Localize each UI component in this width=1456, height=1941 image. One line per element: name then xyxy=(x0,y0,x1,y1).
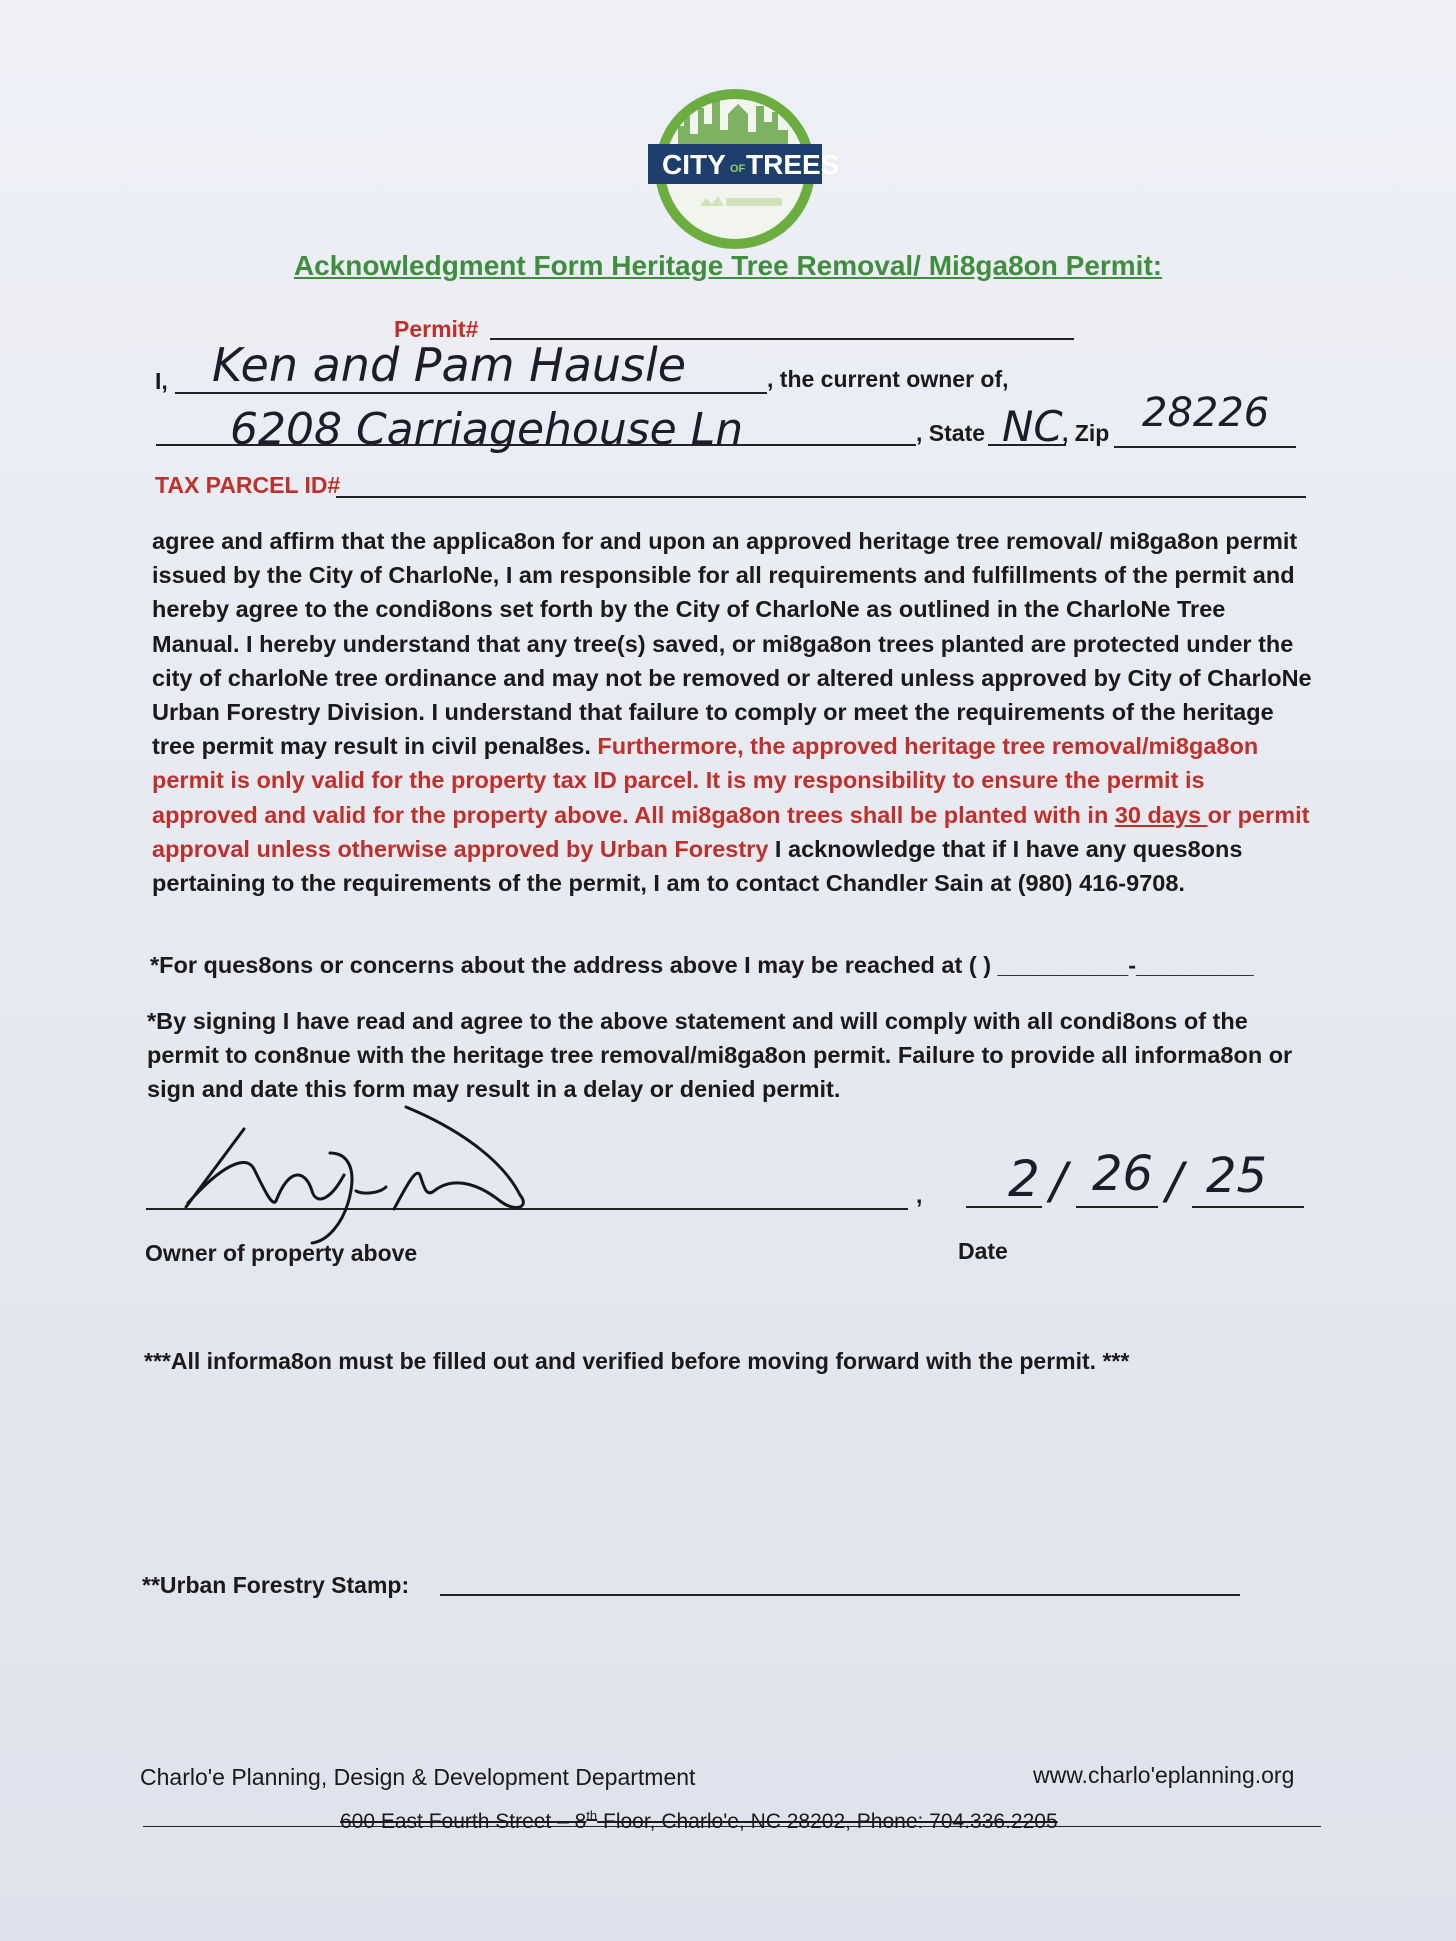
address-handwriting: 6208 Carriagehouse Ln xyxy=(230,404,744,455)
owner-name-handwriting: Ken and Pam Hausle xyxy=(212,338,687,392)
date-slash-1: / xyxy=(1050,1152,1067,1210)
footer-address-part2: Floor, Charlo'e, NC 28202, Phone: 704.336.2205 xyxy=(597,1810,1058,1833)
zip-field[interactable] xyxy=(1114,446,1296,448)
i-label: I, xyxy=(155,368,168,394)
footer-department: Charlo'e Planning, Design & Development Department xyxy=(140,1764,696,1790)
tax-parcel-field[interactable] xyxy=(336,496,1306,498)
owner-label: Owner of property above xyxy=(145,1240,418,1266)
agreement-30-days: 30 days xyxy=(1114,801,1208,828)
agreement-paragraph xyxy=(152,524,1312,900)
permit-number-label: Permit# xyxy=(394,316,479,342)
date-year-handwriting: 25 xyxy=(1206,1148,1268,1204)
date-day-field[interactable] xyxy=(1076,1206,1158,1208)
current-owner-text: , the current owner of, xyxy=(767,366,1009,392)
agreement-text-2: I acknowledge that if I have any ques8ons pertaining to the requirements of the permit, I am to contact Chandler Sain at (980) 416-9708. xyxy=(152,835,1243,897)
owner-signature-image xyxy=(180,1095,680,1245)
agreement-red-text-1: Furthermore, the approved heritage tree removal/mi8ga8on permit is only valid for the property tax ID parcel. It is my responsibility to ensure the permit is approved and valid for the property above. All mi8ga8on trees shall be planted with in xyxy=(152,733,1259,828)
date-day-handwriting: 26 xyxy=(1092,1146,1154,1202)
contact-phone-line[interactable]: *For ques8ons or concerns about the address above I may be reached at ( ) __________-_________ xyxy=(150,952,1254,978)
footer-address-sup: th xyxy=(586,1808,598,1823)
city-of-trees-logo xyxy=(648,86,840,252)
owner-name-field[interactable] xyxy=(175,392,767,394)
signing-statement: *By signing I have read and agree to the above statement and will comply with all condi8ons of the permit to con8nue with the heritage tree removal/mi8ga8on permit. Failure to provide all informa8on or sign and date this form may result in a delay or denied permit. xyxy=(147,1008,1293,1102)
stamp-label: **Urban Forestry Stamp: xyxy=(142,1572,410,1598)
logo-of-text: OF xyxy=(730,163,746,175)
footer-website[interactable]: www.charlo'eplanning.org xyxy=(1033,1762,1295,1788)
form-title: Acknowledgment Form Heritage Tree Removal/ Mi8ga8on Permit: xyxy=(293,250,1163,281)
signature-comma: , xyxy=(916,1182,923,1208)
date-year-field[interactable] xyxy=(1192,1206,1304,1208)
state-label: , State xyxy=(916,420,986,446)
state-handwriting: NC xyxy=(1002,402,1063,451)
zip-label: , Zip xyxy=(1062,420,1110,446)
agreement-text-1: agree and affirm that the applica8on for and upon an approved heritage tree removal/ mi8ga8on permit issued by the City of CharloNe, I am responsible for all requirements and fulfillments of the permit and hereby agree to the condi8ons set forth by the City of CharloNe as outlined in the CharloNe Tree Manual. I hereby understand that any tree(s) saved, or mi8ga8on trees planted are protected under the city of charloNe tree ordinance and may not be removed or altered unless approved by City of CharloNe Urban Forestry Division. I understand that failure to comply or meet the requirements of the heritage tree permit may result in civil penal8es. xyxy=(152,528,1312,760)
logo-trees-text: TREES xyxy=(746,149,840,180)
required-info-notice: ***All informa8on must be filled out and verified before moving forward with the permit. *** xyxy=(144,1348,1130,1374)
stamp-field[interactable] xyxy=(440,1594,1240,1596)
agreement-red-text-2: or permit approval unless otherwise approved by Urban Forestry xyxy=(152,801,1310,862)
zip-handwriting: 28226 xyxy=(1142,390,1270,436)
date-slash-2: / xyxy=(1166,1152,1183,1210)
footer-address-part1: 600 East Fourth Street – 8 xyxy=(340,1810,587,1833)
tax-parcel-label: TAX PARCEL ID# xyxy=(155,472,341,498)
logo-city-text: CITY xyxy=(662,149,726,180)
footer-address xyxy=(340,1808,1058,1834)
date-label: Date xyxy=(958,1238,1008,1264)
date-month-handwriting: 2 xyxy=(1008,1150,1040,1208)
